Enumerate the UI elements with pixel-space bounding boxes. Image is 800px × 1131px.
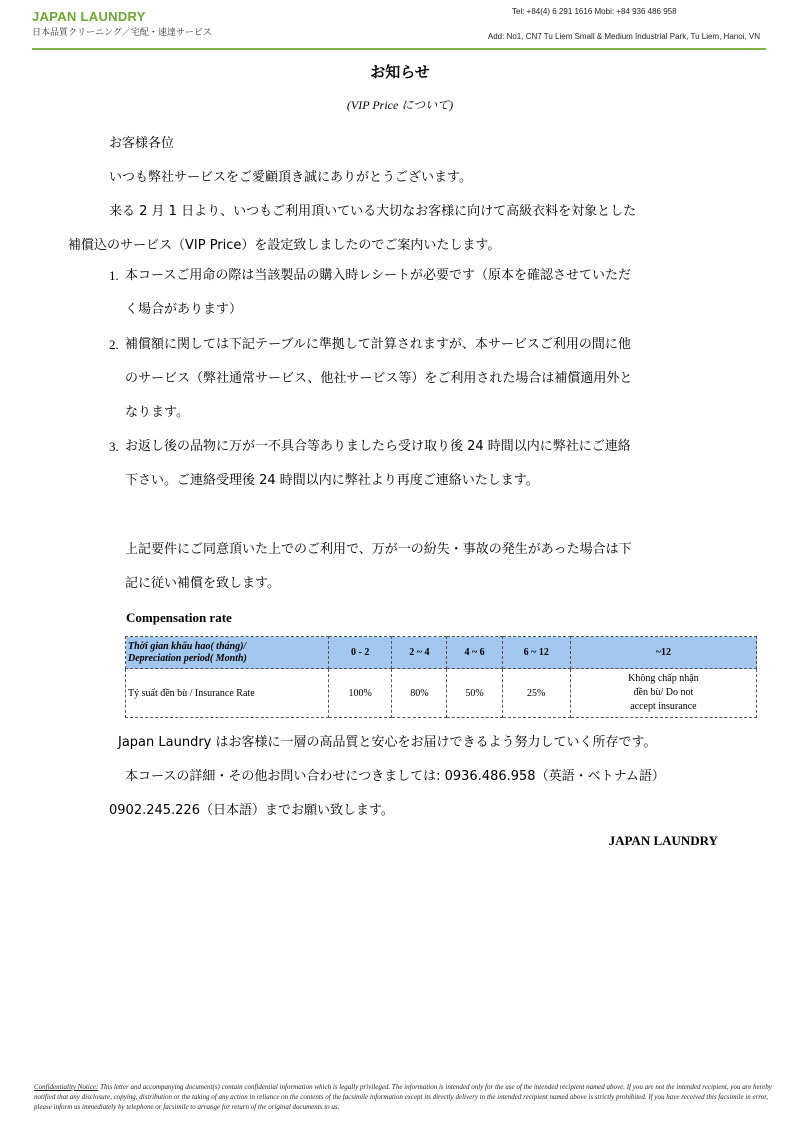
period-cell: 6 ~ 12 — [502, 637, 570, 669]
page-subtitle: (VIP Price について) — [346, 98, 454, 112]
conditions-paragraph — [125, 533, 632, 601]
conditions-line-2: 記に従い補償を致します。 — [125, 576, 280, 591]
item-3-text — [125, 430, 631, 498]
company-tagline: 日本品質クリーニング／宅配・速達サービス — [32, 28, 212, 38]
item-2-line-3: なります。 — [125, 405, 189, 420]
signature: JAPAN LAUNDRY — [608, 833, 718, 848]
period-header-line-2: Depreciation period( Month) — [128, 652, 247, 664]
confidentiality-text: This letter and accompanying document(s) contain confidential information which is legally privileged. The information is intended only for the use of the intended recipient named above. If you are not the intended recipient, you are hereby notified that any disclosure, copying, distribution or the taking of any action in reliance on the contents of the facsimile information except its directly delivery to the intended recipient named above is strictly prohibited. If you have received this facsimile in error, please inform us immediately by telephone or facsimile to arrange for return of the original documents to us. — [34, 1083, 772, 1111]
not-accepted-line-1: Không chấp nhận — [628, 673, 699, 684]
item-1-line-1: 本コースご用命の際は当該製品の購入時レシートが必要です（原本を確認させていただ — [125, 268, 632, 283]
rate-cell: 80% — [392, 669, 447, 718]
confidentiality-label: Confidentiality Notice: — [34, 1083, 99, 1091]
not-accepted-line-3: accept insurance — [630, 701, 697, 712]
period-cell: 0 - 2 — [329, 637, 392, 669]
not-accepted-line-2: đền bù/ Do not — [633, 687, 694, 698]
item-2-line-1: 補償額に関しては下記テーブルに準拠して計算されますが、本サービスご利用の間に他 — [125, 337, 631, 352]
intro-paragraph-2-line-1: 来る 2 月 1 日より、いつもご利用頂いている大切なお客様に向けて高級衣料を対象とした — [109, 204, 637, 219]
item-3-line-2: 下さい。ご連絡受理後 24 時間以内に弊社より再度ご連絡いたします。 — [125, 473, 539, 488]
conditions-line-1: 上記要件にご同意頂いた上でのご利用で、万が一の紛失・事故の発生があった場合は下 — [125, 542, 632, 557]
rate-cell: 100% — [329, 669, 392, 718]
compensation-heading: Compensation rate — [126, 610, 232, 625]
period-header-line-1: Thời gian khấu hao( tháng)/ — [128, 640, 247, 652]
item-2-text — [125, 328, 632, 430]
page-title: お知らせ — [370, 63, 430, 81]
period-cell: 4 ~ 6 — [447, 637, 502, 669]
company-address: Add: No1, CN7 Tu Liem Small & Medium Industrial Park, Tu Liem, Hanoi, VN — [487, 32, 760, 41]
rate-cell: 50% — [447, 669, 502, 718]
period-header-cell — [126, 637, 329, 669]
table-header-row — [126, 637, 757, 669]
rate-label-cell: Tỷ suất đền bù / Insurance Rate — [126, 669, 329, 718]
item-3-number: 3. — [109, 439, 119, 454]
item-1-line-2: く場合があります） — [125, 302, 243, 317]
item-1-text — [125, 259, 631, 327]
closing-paragraph-2: 本コースの詳細・その他お問い合わせにつきましては: 0936.486.958（英語・ベトナム語） — [125, 769, 665, 784]
rate-cell-not-accepted — [570, 669, 756, 718]
closing-paragraph-1: Japan Laundry はお客様に一層の高品質と安心をお届けできるよう努力していく所存です。 — [118, 735, 657, 750]
item-2-number: 2. — [109, 337, 119, 352]
period-cell: ~12 — [570, 637, 756, 669]
closing-paragraph-3: 0902.245.226（日本語）までお願い致します。 — [109, 803, 394, 818]
greeting: お客様各位 — [109, 136, 175, 151]
rate-cell: 25% — [502, 669, 570, 718]
intro-paragraph-2-line-2: 補償込のサービス（VIP Price）を設定致しましたのでご案内いたします。 — [68, 238, 501, 253]
confidentiality-notice — [34, 1082, 774, 1112]
period-cell: 2 ~ 4 — [392, 637, 447, 669]
item-1-number: 1. — [109, 268, 119, 283]
intro-paragraph-1: いつも弊社サービスをご愛顧頂き誠にありがとうございます。 — [109, 170, 472, 185]
item-2-line-2: のサービス（弊社通常サービス、他社サービス等）をご利用された場合は補償適用外と — [125, 371, 633, 386]
compensation-table — [125, 636, 757, 718]
header-divider — [32, 48, 766, 50]
company-logo: JAPAN LAUNDRY — [32, 9, 146, 24]
contact-numbers: Tel: +84(4) 6 291 1616 Mobi: +84 936 486 958 — [512, 7, 677, 16]
table-row — [126, 669, 757, 718]
item-3-line-1: お返し後の品物に万が一不具合等ありましたら受け取り後 24 時間以内に弊社にご連絡 — [125, 439, 631, 454]
